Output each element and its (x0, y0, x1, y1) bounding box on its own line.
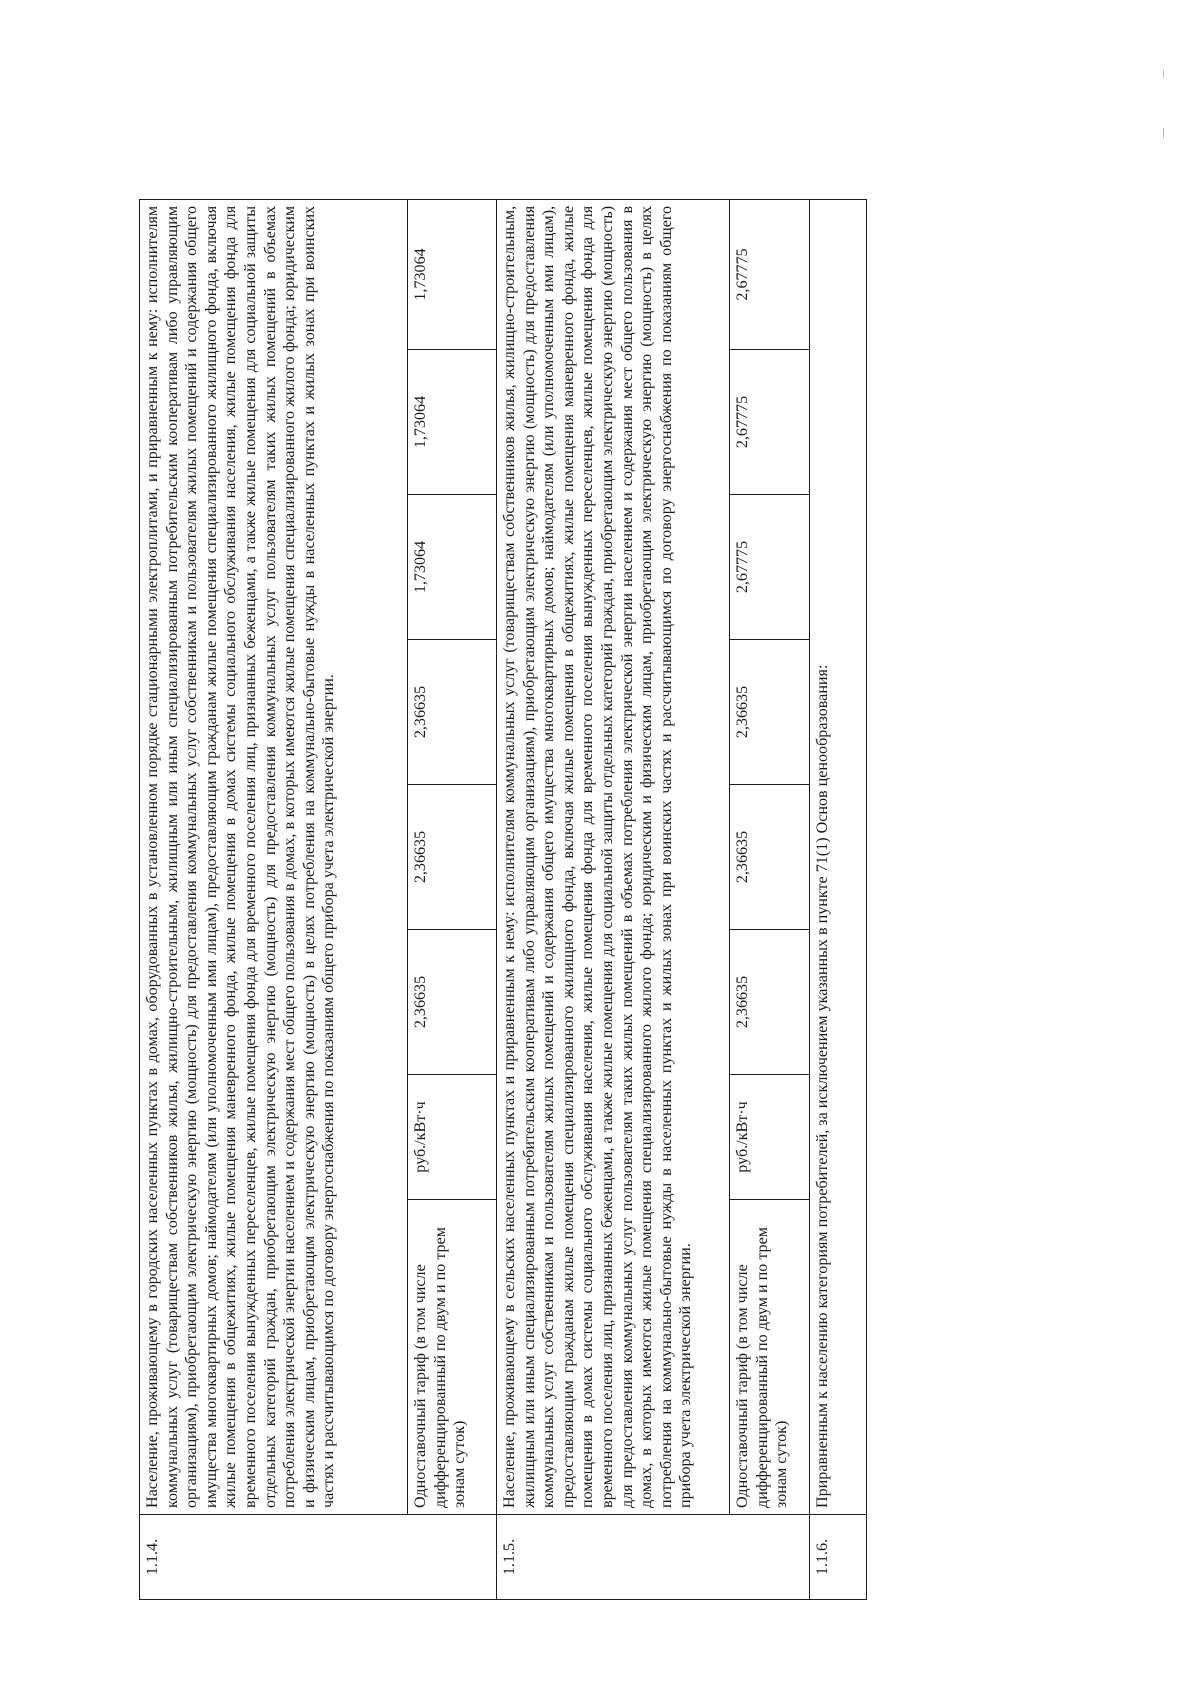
value-cell: 1,73064 (408, 495, 497, 640)
unit-cell: руб./кВт·ч (408, 1075, 497, 1200)
value-cell: 2,36635 (730, 640, 810, 785)
table-row (810, 199, 867, 1599)
value-cell: 2,36635 (730, 930, 810, 1075)
value-cell: 2,36635 (730, 785, 810, 930)
table-row (408, 199, 497, 1599)
value-cell: 2,67775 (730, 350, 810, 495)
tariff-table-page (139, 200, 831, 1600)
value-cell: 2,67775 (730, 199, 810, 349)
value-cell: 1,73064 (408, 199, 497, 349)
value-cell: 2,36635 (408, 785, 497, 930)
row-number: 1.1.5. (497, 1515, 810, 1600)
scan-mark (1163, 128, 1164, 138)
row-number: 1.1.4. (140, 1515, 497, 1600)
table-row (497, 199, 730, 1599)
row-description: Население, проживающему в сельских населенных пунктах и приравненным к нему: исполнителям коммунальных услуг (товариществам собственников жилья, жилищно-строительным, жилищным или иным специализированным потребительским кооперативам либо управляющим организациям), приобретающим электрическую энергию (мощность) для предоставления коммунальных услуг собственникам и пользователям жилых помещений и содержания общего имущества многоквартирных домов; наймодателям (или уполномоченным ими лицам), предоставляющим гражданам жилые помещения специализированного жилищного фонда, включая жилые помещения в общежитиях, жилые помещения маневренного фонда, жилые помещения в домах системы социального обслуживания населения, жилые помещения фонда для временного поселения вынужденных переселенцев, жилые помещения фонда для временного поселения лиц, признанных беженцами, а также жилые помещения для социальной защиты отдельных категорий граждан, приобретающим электрическую энергию (мощность) для предоставления коммунальных услуг пользователям таких жилых помещений в объемах потребления электрической энергии населением и содержания мест общего пользования в домах, в которых имеются жилые помещения специализированного жилого фонда; юридическим и физическим лицам, приобретающим электрическую энергию (мощность) в целях потребления на коммунально-бытовые нужды в населенных пунктах и жилых зонах при воинских частях и рассчитывающимся по договору энергоснабжения по показаниям общего прибора учета электрической энергии. (497, 199, 730, 1514)
row-number: 1.1.6. (810, 1515, 867, 1600)
value-cell: 2,36635 (408, 640, 497, 785)
tariff-table (139, 199, 867, 1600)
value-cell: 2,67775 (730, 495, 810, 640)
unit-cell: руб./кВт·ч (730, 1075, 810, 1200)
row-description: Население, проживающему в городских населенных пунктах в домах, оборудованных в установленном порядке стационарными электроплитами, и приравненным к нему: исполнителям коммунальных услуг (товариществам собственников жилья, жилищно-строительным, жилищным или иным специализированным потребительским кооперативам либо управляющим организациям), приобретающим электрическую энергию (мощность) для предоставления коммунальных услуг собственникам и пользователям жилых помещений и содержания общего имущества многоквартирных домов; наймодателям (или уполномоченным ими лицам), предоставляющим гражданам жилые помещения специализированного жилищного фонда, включая жилые помещения в общежитиях, жилые помещения маневренного фонда, жилые помещения в домах системы социального обслуживания населения, жилые помещения фонда для временного поселения вынужденных переселенцев, жилые помещения фонда для временного поселения лиц, признанных беженцами, а также жилые помещения для социальной защиты отдельных категорий граждан, приобретающим электрическую энергию (мощность) для предоставления коммунальных услуг пользователям таких жилых помещений в объемах потребления электрической энергии населением и содержания мест общего пользования в домах, в которых имеются жилые помещения специализированного жилого фонда; юридическим и физическим лицам, приобретающим электрическую энергию (мощность) в целях потребления на коммунально-бытовые нужды в населенных пунктах и жилых зонах при воинских частях и рассчитывающимся по договору энергоснабжения по показаниям общего прибора учета электрической энергии. (140, 199, 408, 1514)
table-row (140, 199, 408, 1599)
tariff-label: Одноставочный тариф (в том числе дифференцированный по двум и по трем зонам суток) (408, 1200, 497, 1515)
table-row (730, 199, 810, 1599)
row-description: Приравненным к населению категориям потребителей, за исключением указанных в пункте 71(1) Основ ценообразования: (810, 199, 867, 1514)
value-cell: 2,36635 (408, 930, 497, 1075)
scan-mark (1163, 70, 1164, 78)
tariff-label: Одноставочный тариф (в том числе дифференцированный по двум и по трем зонам суток) (730, 1200, 810, 1515)
value-cell: 1,73064 (408, 350, 497, 495)
